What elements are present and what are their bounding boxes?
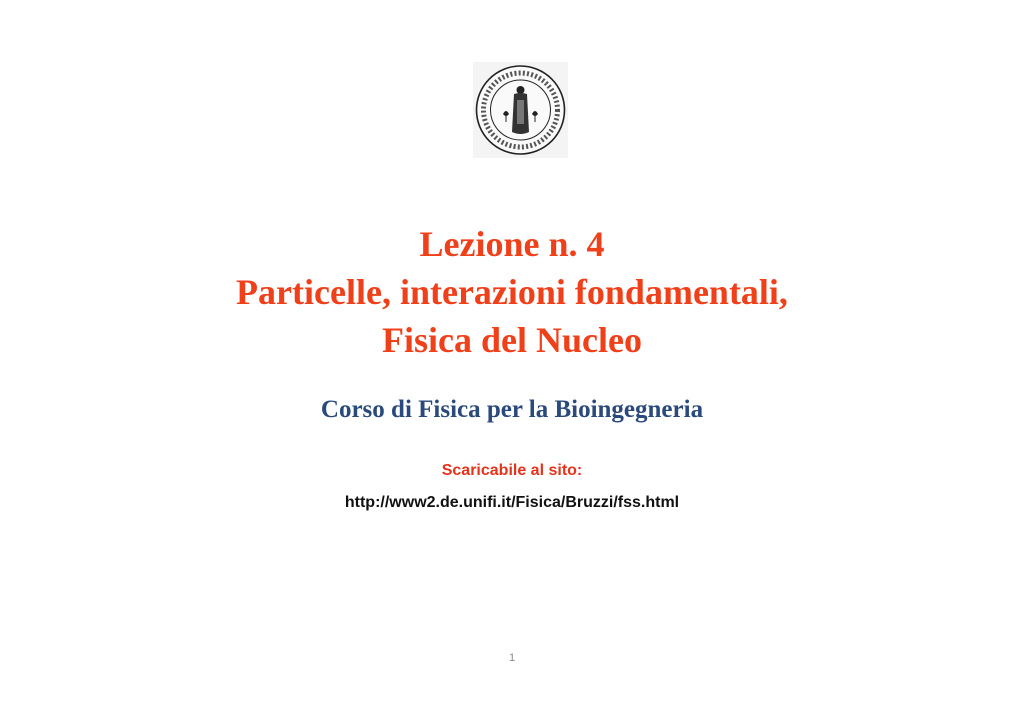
lesson-topic-title-2: Fisica del Nucleo [382, 320, 642, 360]
course-subtitle: Corso di Fisica per la Bioingegneria [320, 396, 704, 423]
download-url-link[interactable]: http://www2.de.unifi.it/Fisica/Bruzzi/fss.html [344, 494, 680, 511]
university-seal-logo [473, 62, 568, 158]
lesson-number-title: Lezione n. 4 [419, 224, 605, 264]
download-label: Scaricabile al sito: [441, 462, 583, 479]
lesson-topic-title: Particelle, interazioni fondamentali, [236, 272, 788, 312]
page-number: 1 [508, 652, 516, 664]
